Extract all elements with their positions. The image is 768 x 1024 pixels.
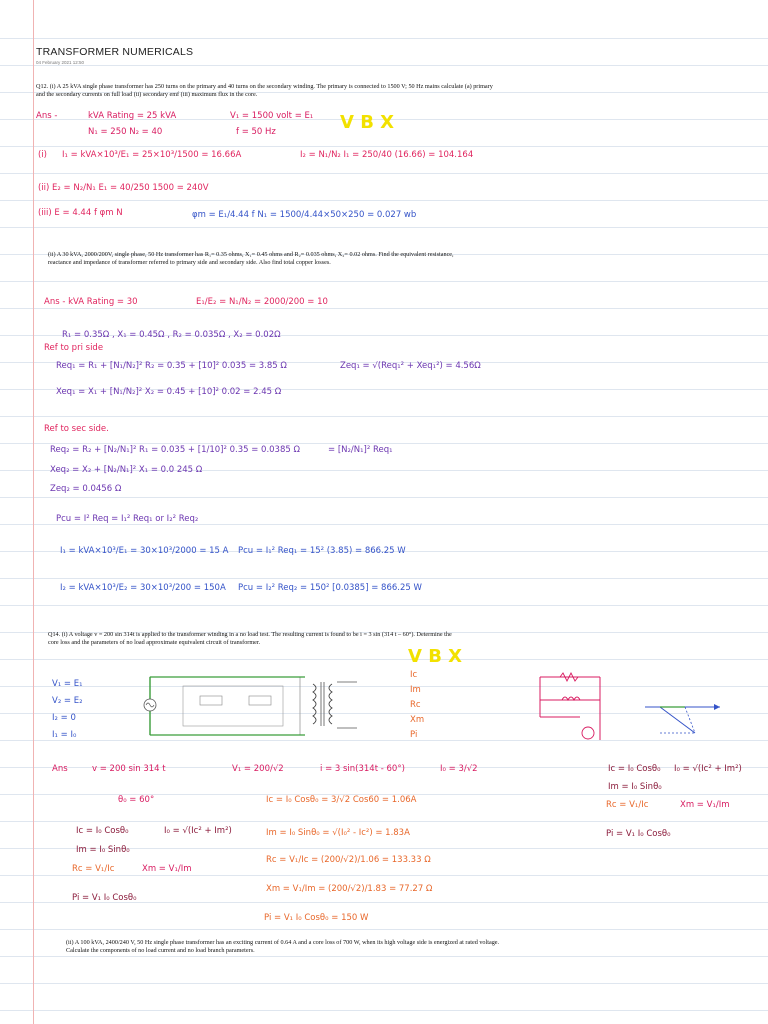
q14-conditions [52,676,83,744]
q12-i2: I₂ = N₁/N₂ I₁ = 250/40 (16.66) = 104.164 [300,150,474,160]
q14-pi: Pi = V₁ I₀ Cosθ₀ [72,893,137,903]
q14-unknowns [410,668,424,743]
q12-iii: (iii) E = 4.44 f φm N [38,208,123,218]
q12b-xeq2: Xeq₂ = X₂ + [N₂/N₁]² X₁ = 0.0 245 Ω [50,465,203,475]
q14-right-rc: Rc = V₁/Ic [606,800,649,810]
q14-unknown: Rc [410,700,421,710]
q14-io-eq: I₀ = √(Ic² + Im²) [164,826,232,836]
q14-unknown: Im [410,685,421,695]
q14-unknown: Pi [410,730,418,740]
q14-cond: I₁ = I₀ [52,730,77,740]
q12b-i2: I₂ = kVA×10³/E₂ = 30×10³/200 = 150A [60,583,226,593]
q14-unknown: Xm [410,715,425,725]
q12-freq: f = 50 Hz [236,127,276,137]
q12b-req2b: = [N₂/N₁]² Req₁ [328,445,393,455]
q12-kva: kVA Rating = 25 kVA [88,111,177,121]
q12b-zeq2: Zeq₂ = 0.0456 Ω [50,484,122,494]
q12-mark: V B X [340,112,395,133]
q14-unknown: Ic [410,670,418,680]
q12-turns: N₁ = 250 N₂ = 40 [88,127,163,137]
q12-ii: (ii) E₂ = N₂/N₁ E₁ = 40/250 1500 = 240V [38,183,209,193]
q14-right-im: Im = I₀ Sinθ₀ [608,782,662,792]
q12b-ref-pri: Ref to pri side [44,343,104,353]
q12-problem: Q12. (i) A 25 kVA single phase transformer has 250 turns on the primary and 40 turns on the secondary winding. The primary is connected to 1500 V; 50 Hz mains calculate (a) primary and the secondary currents on full load (ii) secondary emf (iii) maximum flux in the core. [36,83,493,98]
q14-pi-calc: Pi = V₁ I₀ Cosθ₀ = 150 W [264,913,369,923]
q12-i-label: (i) [38,150,47,160]
page-title: TRANSFORMER NUMERICALS [36,46,194,58]
q12-ans-label: Ans - [36,111,58,121]
q12b-pcu1: Pcu = I₁² Req₁ = 15² (3.85) = 866.25 W [238,546,406,556]
q14-rc: Rc = V₁/Ic [72,864,115,874]
q14-xm: Xm = V₁/Im [142,864,192,874]
q12-v1: V₁ = 1500 volt = E₁ [230,111,314,121]
q14-ans: Ans [52,764,68,774]
q14-im-calc: Im = I₀ Sinθ₀ = √(I₀² - Ic²) = 1.83A [266,828,410,838]
q14-xm-calc: Xm = V₁/Im = (200/√2)/1.83 = 77.27 Ω [266,884,433,894]
q14-cond: V₁ = E₁ [52,679,83,689]
q14-ic-calc: Ic = I₀ Cosθ₀ = 3/√2 Cos60 = 1.06A [266,795,417,805]
q12b-ref-sec: Ref to sec side. [44,424,109,434]
q12b-i1: I₁ = kVA×10³/E₁ = 30×10³/2000 = 15 A [60,546,229,556]
q14-io: I₀ = 3/√2 [440,764,478,774]
q14-v: v = 200 sin 314 t [92,764,166,774]
no-load-circuit-diagram [125,672,375,752]
q12b-zeq1: Zeq₁ = √(Req₁² + Xeq₁²) = 4.56Ω [340,361,481,371]
q12b-pcu: Pcu = I² Req = I₁² Req₁ or I₂² Req₂ [56,514,199,524]
q12b-xeq1: Xeq₁ = X₁ + [N₁/N₂]² X₂ = 0.45 + [10]² 0.02 = 2.45 Ω [56,387,282,397]
q12b-ans: Ans - kVA Rating = 30 [44,297,138,307]
q14-mark: V B X [408,646,463,667]
q12b-req1: Req₁ = R₁ + [N₁/N₂]² R₂ = 0.35 + [10]² 0.035 = 3.85 Ω [56,361,287,371]
q12b-pcu2: Pcu = I₂² Req₂ = 150² [0.0385] = 866.25 W [238,583,422,593]
q12-phi: φm = E₁/4.44 f N₁ = 1500/4.44×50×250 = 0.027 wb [192,210,417,220]
q14-rc-calc: Rc = V₁/Ic = (200/√2)/1.06 = 133.33 Ω [266,855,431,865]
phasor-diagram-sketch [520,655,760,755]
q14-theta: θ₀ = 60° [118,795,155,805]
q12-i1: I₁ = kVA×10³/E₁ = 25×10³/1500 = 16.66A [62,150,242,160]
q14-cond: V₂ = E₂ [52,696,83,706]
page-date: 04 February 2021 12:50 [36,60,85,65]
q12b-params: R₁ = 0.35Ω , X₁ = 0.45Ω , R₂ = 0.035Ω , X₂ = 0.02Ω [62,330,281,340]
q14-v1: V₁ = 200/√2 [232,764,284,774]
q12b-ratio: E₁/E₂ = N₁/N₂ = 2000/200 = 10 [196,297,328,307]
q14-i: i = 3 sin(314t - 60°) [320,764,405,774]
q14-cond: I₂ = 0 [52,713,76,723]
margin-line [33,0,34,1024]
q14-im: Im = I₀ Sinθ₀ [76,845,130,855]
q14-ic: Ic = I₀ Cosθ₀ [76,826,129,836]
q12b-problem: (ii) A 30 kVA, 2000/200V, single phase, 50 Hz transformer has R₁= 0.35 ohms, X₁= 0.45 ohms and R₂= 0.035 ohms, X₂= 0.02 ohms. Find the equivalent resistance, reactance and impedance of transformer referred to primary side and secondary side. Also find total copper losses. [48,251,454,266]
q14-right-pi: Pi = V₁ I₀ Cosθ₀ [606,829,671,839]
q14-right-xm: Xm = V₁/Im [680,800,730,810]
q14b-problem: (ii) A 100 kVA, 2400/240 V, 50 Hz single phase transformer has an exciting current of 0.64 A and a core loss of 700 W, when its high voltage side is energized at rated voltage. Calculate the components of no load current and no load branch parameters. [66,939,500,954]
q14-right-ic: Ic = I₀ Cosθ₀ [608,764,661,774]
q14-right-io: I₀ = √(Ic² + Im²) [674,764,742,774]
q14-problem: Q14. (i) A voltage v = 200 sin 314t is applied to the transformer winding in a no load test. The resulting current is found to be i = 3 sin (314 t – 60°). Determine the core loss and the parameters of no load approximate equivalent circuit of transformer. [48,631,452,646]
q12b-req2: Req₂ = R₂ + [N₂/N₁]² R₁ = 0.035 + [1/10]² 0.35 = 0.0385 Ω [50,445,300,455]
